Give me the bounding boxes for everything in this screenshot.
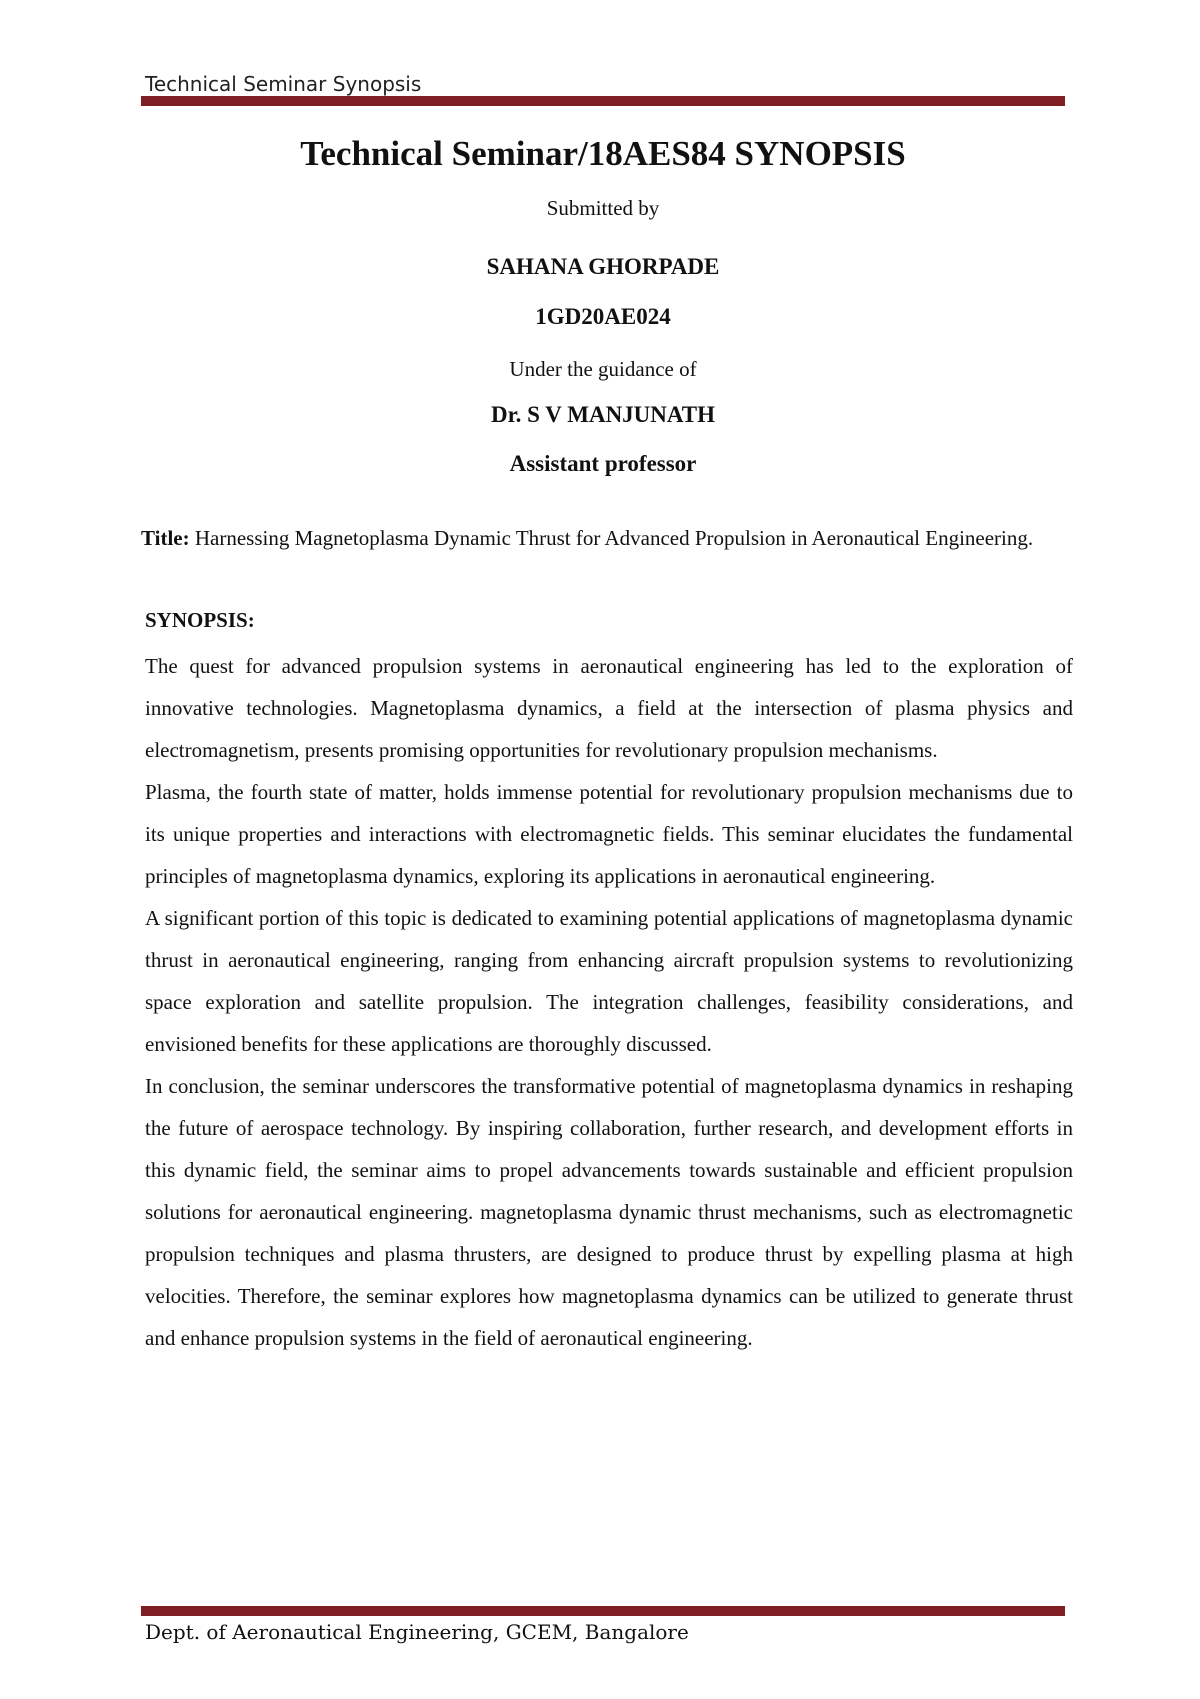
synopsis-paragraph: Plasma, the fourth state of matter, holds immense potential for revolutionary propulsion mechanisms due to its unique properties and interactions with electromagnetic fields. This seminar elucidates the fundamental principles of magnetoplasma dynamics, exploring its applications in aeronautical engineering.: [145, 780, 1073, 888]
document-title: Technical Seminar/18AES84 SYNOPSIS: [300, 134, 906, 173]
synopsis-heading: SYNOPSIS:: [145, 608, 255, 632]
seminar-title-text: Harnessing Magnetoplasma Dynamic Thrust for Advanced Propulsion in Aeronautical Engineering.: [194, 526, 1034, 550]
guide-name: Dr. S V MANJUNATH: [490, 402, 716, 427]
student-name: SAHANA GHORPADE: [486, 254, 720, 279]
header-rule: [141, 96, 1065, 106]
seminar-title-label: Title:: [141, 526, 190, 550]
guidance-label: Under the guidance of: [509, 357, 697, 381]
student-usn: 1GD20AE024: [535, 304, 671, 329]
seminar-title: [134, 524, 1064, 552]
footer-rule: [141, 1606, 1065, 1616]
synopsis-paragraph: The quest for advanced propulsion systems in aeronautical engineering has led to the exploration of innovative technologies. Magnetoplasma dynamics, a field at the intersection of plasma physics and electromagnetism, presents promising opportunities for revolutionary propulsion mechanisms.: [145, 654, 1073, 762]
synopsis-paragraph: A significant portion of this topic is dedicated to examining potential applications of magnetoplasma dynamic thrust in aeronautical engineering, ranging from enhancing aircraft propulsion systems to revolutionizing space exploration and satellite propulsion. The integration challenges, feasibility considerations, and envisioned benefits for these applications are thoroughly discussed.: [145, 906, 1073, 1056]
synopsis-paragraph: In conclusion, the seminar underscores the transformative potential of magnetoplasma dynamics in reshaping the future of aerospace technology. By inspiring collaboration, further research, and development efforts in this dynamic field, the seminar aims to propel advancements towards sustainable and efficient propulsion solutions for aeronautical engineering. magnetoplasma dynamic thrust mechanisms, such as electromagnetic propulsion techniques and plasma thrusters, are designed to produce thrust by expelling plasma at high velocities. Therefore, the seminar explores how magnetoplasma dynamics can be utilized to generate thrust and enhance propulsion systems in the field of aeronautical engineering.: [145, 1074, 1073, 1350]
submitted-by-label: Submitted by: [546, 196, 660, 220]
running-footer: Dept. of Aeronautical Engineering, GCEM, Bangalore: [145, 1620, 689, 1644]
synopsis-body: [145, 645, 1073, 1359]
running-header: Technical Seminar Synopsis: [145, 72, 422, 96]
guide-designation: Assistant professor: [509, 451, 697, 476]
